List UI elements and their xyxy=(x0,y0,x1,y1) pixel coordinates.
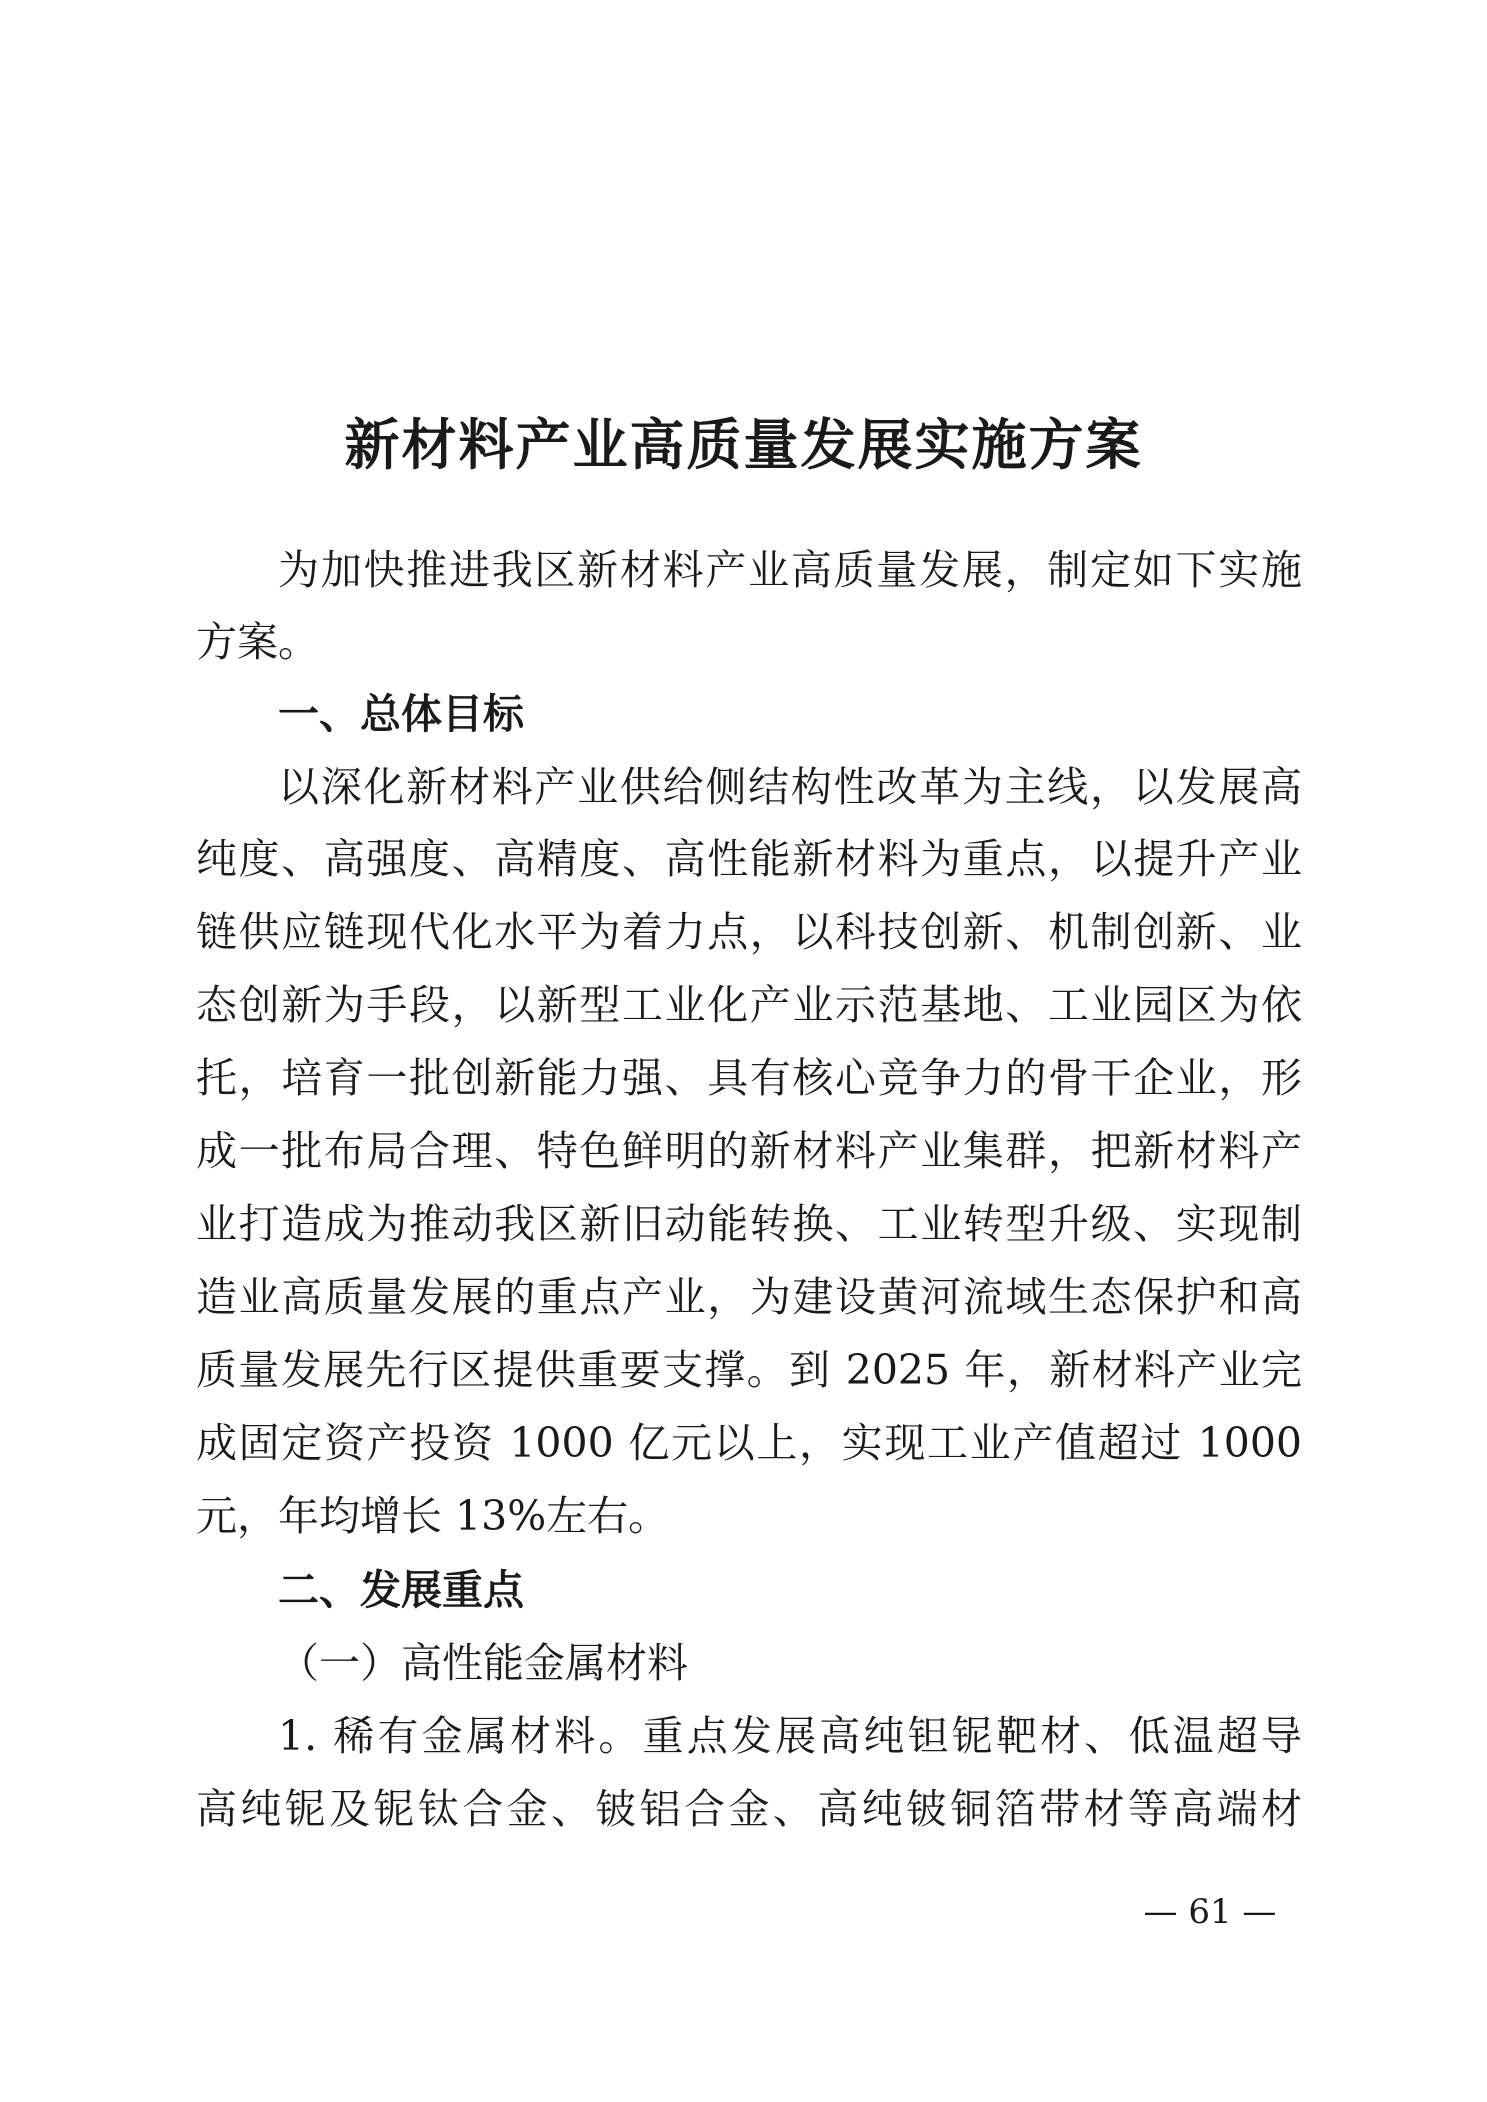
paragraph-line: 成固定资产投资 1000 亿元以上，实现工业产值超过 1000 xyxy=(196,1419,1302,1467)
paragraph-line: 纯度、高强度、高精度、高性能新材料为重点，以提升产业 xyxy=(196,835,1302,883)
paragraph-line: 链供应链现代化水平为着力点，以科技创新、机制创新、业 xyxy=(196,908,1302,956)
paragraph-line: 托，培育一批创新能力强、具有核心竞争力的骨干企业，形 xyxy=(196,1054,1302,1102)
paragraph-line: 元，年均增长 13%左右。 xyxy=(196,1492,670,1540)
paragraph-line: 质量发展先行区提供重要支撑。到 2025 年，新材料产业完 xyxy=(196,1346,1302,1394)
paragraph-line: 态创新为手段，以新型工业化产业示范基地、工业园区为依 xyxy=(196,981,1302,1029)
paragraph-line: 业打造成为推动我区新旧动能转换、工业转型升级、实现制 xyxy=(196,1200,1302,1248)
paragraph-line: 1. 稀有金属材料。重点发展高纯钽铌靶材、低温超导 xyxy=(278,1712,1302,1760)
paragraph-line: 为加快推进我区新材料产业高质量发展，制定如下实施 xyxy=(278,546,1302,594)
paragraph-line: 方案。 xyxy=(196,618,319,666)
subsection-heading: （一）高性能金属材料 xyxy=(278,1639,688,1687)
document-title: 新材料产业高质量发展实施方案 xyxy=(344,412,1143,477)
paragraph-line: 成一批布局合理、特色鲜明的新材料产业集群，把新材料产 xyxy=(196,1127,1302,1175)
page-number: — 61 — xyxy=(1143,1892,1277,1932)
paragraph-line: 造业高质量发展的重点产业，为建设黄河流域生态保护和高 xyxy=(196,1273,1302,1321)
paragraph-line: 以深化新材料产业供给侧结构性改革为主线，以发展高 xyxy=(278,763,1302,811)
paragraph-line: 高纯铌及铌钛合金、铍铝合金、高纯铍铜箔带材等高端材 xyxy=(196,1785,1302,1833)
section-heading: 二、发展重点 xyxy=(278,1566,524,1614)
section-heading: 一、总体目标 xyxy=(278,690,524,738)
